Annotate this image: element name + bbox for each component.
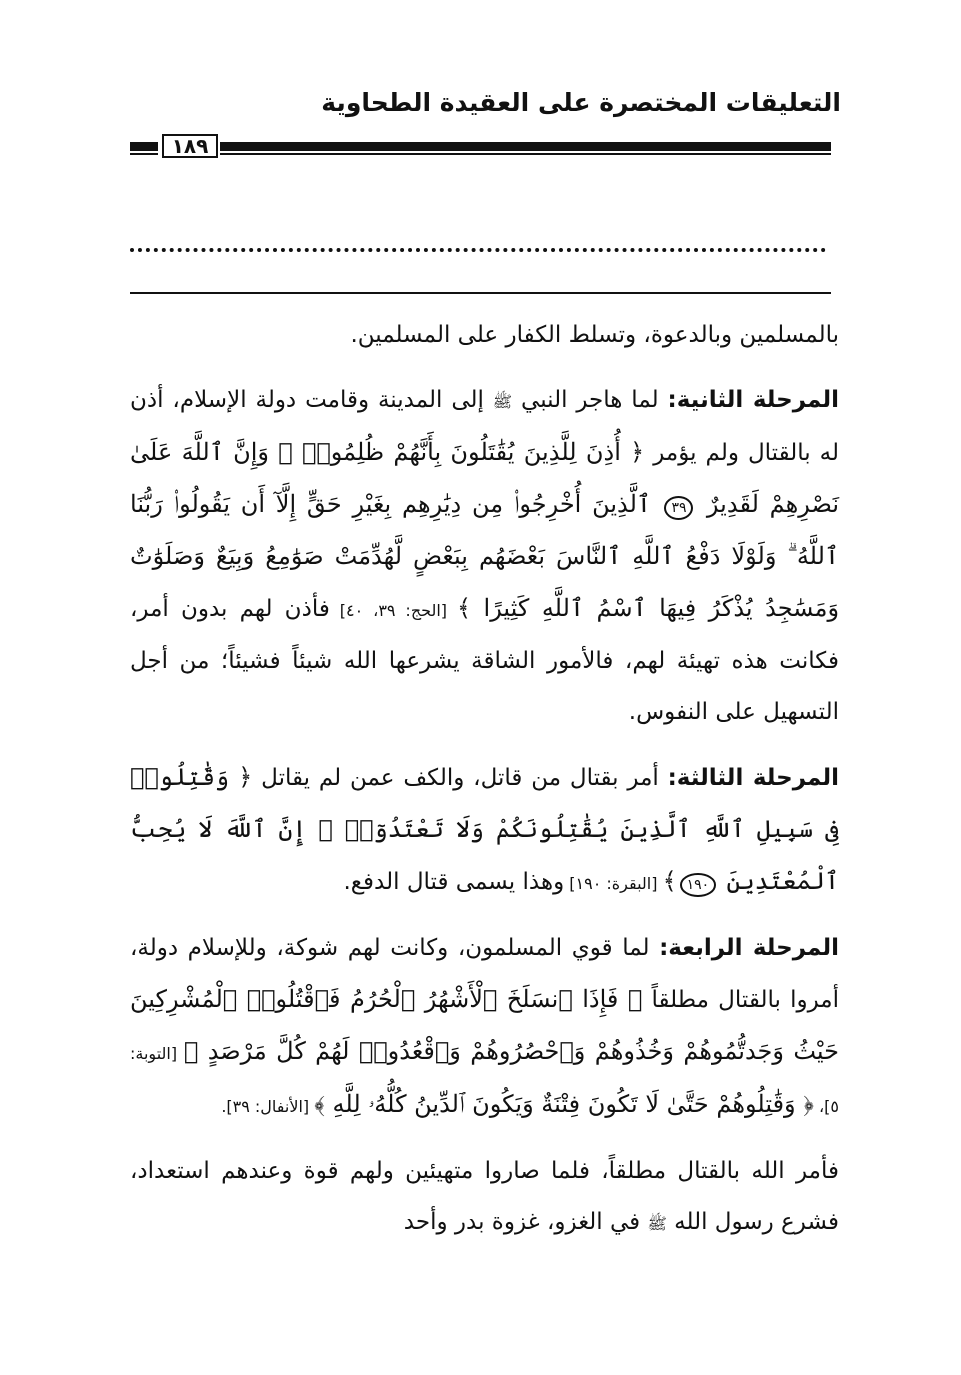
- quran-verse: ﴿ وَقَٰتِلُوهُمْ حَتَّىٰ لَا تَكُونَ فِتْنَةٌ وَيَكُونَ ٱلدِّينُ كُلُّهُۥ لِلَّهِ ﴾: [314, 1090, 814, 1118]
- ayah-number-mark: ١٩٠: [680, 873, 717, 897]
- stage-4-title: المرحلة الرابعة:: [659, 935, 839, 961]
- header-rule-right-thin: [220, 153, 831, 155]
- stage-3-title: المرحلة الثالثة:: [667, 765, 840, 791]
- header-rule-right-thick: [220, 142, 831, 151]
- header-rule-left-thin: [130, 153, 158, 155]
- verse-reference: [الأنفال: ٣٩].: [221, 1097, 315, 1116]
- stage-3-commentary: وهذا يسمى قتال الدفع.: [343, 869, 565, 895]
- paragraph-stage-2: [130, 375, 839, 738]
- stage-2-title: المرحلة الثانية:: [667, 387, 840, 413]
- header-rule: [130, 136, 831, 158]
- paragraph-intro: بالمسلمين وبالدعوة، وتسلط الكفار على المسلمين.: [350, 322, 839, 348]
- verse-reference: [البقرة: ١٩٠]: [564, 874, 663, 893]
- salla-symbol: ﷺ: [647, 1214, 667, 1233]
- conclusion-text-cont: في الغزو، غزوة بدر وأحد: [403, 1209, 648, 1235]
- conclusion-text: فأمر الله بالقتال مطلقاً، فلما صاروا متهيئين ولهم قوة وعندهم استعداد، فشرع رسول الله: [130, 1158, 839, 1235]
- dotted-separator: [130, 248, 826, 252]
- page-number: ١٨٩: [162, 134, 218, 158]
- stage-2-text: لما هاجر النبي: [512, 387, 668, 413]
- solid-separator: [130, 292, 831, 294]
- header-rule-left-thick: [130, 142, 158, 151]
- stage-3-text: أمر بقتال من قاتل، والكف عمن لم يقاتل: [252, 765, 668, 791]
- stage-4-text: لما قوي المسلمون، وكانت لهم شوكة، وللإسلام دولة، أمروا بالقتال مطلقاً: [130, 935, 839, 1013]
- salla-symbol: ﷺ: [492, 392, 513, 411]
- verse-reference: [الحج: ٣٩، ٤٠]: [329, 601, 457, 620]
- paragraph-stage-4: [130, 923, 839, 1132]
- main-text: [130, 310, 839, 1249]
- stage-2-commentary: فأذن لهم بدون أمر، فكانت هذه تهيئة لهم، فالأمور الشاقة يشرعها الله شيئاً فشيئاً؛ من أجل التسهيل على النفوس.: [130, 596, 839, 725]
- paragraph-stage-3: [130, 752, 839, 909]
- paragraph-conclusion: [130, 1146, 839, 1249]
- running-title: التعليقات المختصرة على العقيدة الطحاوية: [321, 88, 841, 117]
- quran-verse: ﴿ وَقَٰتِلُوا۟ فِى سَبِيلِ ٱللَّهِ ٱلَّذِينَ يُقَٰتِلُونَكُمْ وَلَا تَعْتَدُوٓا۟ ۚ إِنَّ ٱللَّهَ لَا يُحِبُّ ٱلْمُعْتَدِينَ: [130, 763, 839, 895]
- stage-2-text-cont: إلى المدينة وقامت دولة الإسلام، أذن له بالقتال ولم يؤمر: [130, 387, 839, 466]
- quran-verse: ﴿ أُذِنَ لِلَّذِينَ يُقَٰتَلُونَ بِأَنَّهُمْ ظُلِمُوا۟ ۚ وَإِنَّ ٱللَّهَ عَلَىٰ نَصْرِهِمْ لَقَدِيرٌ: [130, 438, 840, 518]
- quran-verse-end: ﴾: [662, 867, 677, 895]
- ayah-number-mark: ٣٩: [664, 496, 693, 520]
- quran-verse: ﴿ فَإِذَا ٱنسَلَخَ ٱلْأَشْهُرُ ٱلْحُرُمُ فَٱقْتُلُوا۟ ٱلْمُشْرِكِينَ حَيْثُ وَجَدتُّمُوهُمْ وَخُذُوهُمْ وَٱحْصُرُوهُمْ وَٱقْعُدُوا۟ لَهُمْ كُلَّ مَرْصَدٍ ﴾: [130, 985, 839, 1065]
- verse-reference: [التوبة: ٥]،: [130, 1044, 839, 1116]
- quran-verse: ٱلَّذِينَ أُخْرِجُوا۟ مِن دِيَٰرِهِم بِغَيْرِ حَقٍّ إِلَّآ أَن يَقُولُوا۟ رَبُّنَا ٱللَّهُ ۗ وَلَوْلَا دَفْعُ ٱللَّهِ ٱلنَّاسَ بَعْضَهُم بِبَعْضٍ لَّهُدِّمَتْ صَوَٰمِعُ وَبِيَعٌ وَصَلَوَٰتٌ وَمَسَٰجِدُ يُذْكَرُ فِيهَا ٱسْمُ ٱللَّهِ كَثِيرًا ﴾: [130, 490, 840, 622]
